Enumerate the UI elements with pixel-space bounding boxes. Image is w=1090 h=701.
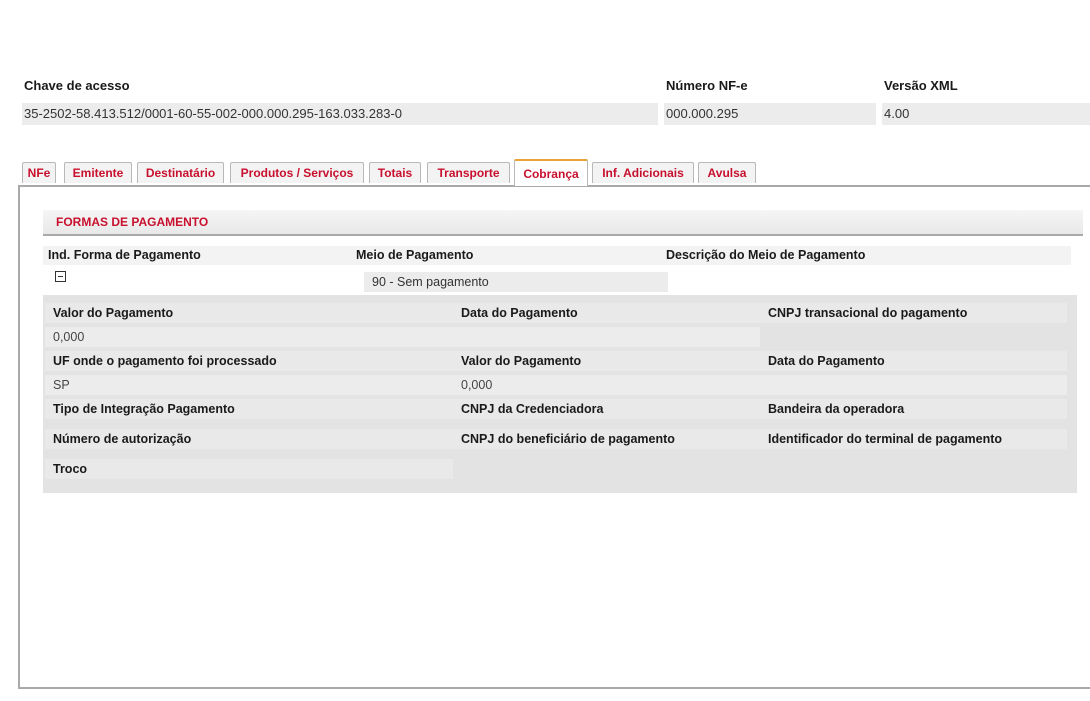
data-pagamento-2-label: Data do Pagamento (760, 351, 1067, 371)
valor-pagamento-2-label: Valor do Pagamento (453, 351, 760, 371)
tab-emitente[interactable]: Emitente (64, 162, 132, 183)
valor-pagamento-label: Valor do Pagamento (45, 303, 453, 323)
tab-destinatario[interactable]: Destinatário (137, 162, 224, 183)
uf-value: SP (45, 375, 453, 395)
data-pagamento-2-value (760, 375, 1067, 395)
tab-produtos-servicos[interactable]: Produtos / Serviços (230, 162, 364, 183)
numero-label: Número NF-e (666, 78, 748, 93)
troco-label: Troco (45, 459, 453, 479)
meio-value: 90 - Sem pagamento (364, 272, 668, 292)
tab-totais[interactable]: Totais (369, 162, 421, 183)
section-header (43, 210, 1083, 236)
chave-label: Chave de acesso (24, 78, 130, 93)
bandeira-label: Bandeira da operadora (760, 399, 1067, 419)
valor-pagamento-2-value: 0,000 (453, 375, 760, 395)
tab-cobranca[interactable]: Cobrança (514, 159, 588, 186)
tab-inf-adicionais[interactable]: Inf. Adicionais (592, 162, 694, 183)
numero-value: 000.000.295 (664, 103, 876, 125)
cnpj-beneficiario-label: CNPJ do beneficiário de pagamento (453, 429, 760, 449)
tab-avulsa[interactable]: Avulsa (698, 162, 756, 183)
chave-value: 35-2502-58.413.512/0001-60-55-002-000.000.295-163.033.283-0 (22, 103, 658, 125)
uf-label: UF onde o pagamento foi processado (45, 351, 453, 371)
tipo-integracao-label: Tipo de Integração Pagamento (45, 399, 453, 419)
autorizacao-label: Número de autorização (45, 429, 453, 449)
tab-nfe[interactable]: NFe (22, 162, 56, 183)
col-ind-forma: Ind. Forma de Pagamento (48, 248, 201, 262)
versao-value: 4.00 (882, 103, 1090, 125)
versao-label: Versão XML (884, 78, 958, 93)
data-pagamento-label: Data do Pagamento (453, 303, 760, 323)
col-descricao: Descrição do Meio de Pagamento (666, 248, 866, 262)
cnpj-credenciadora-label: CNPJ da Credenciadora (453, 399, 760, 419)
col-meio: Meio de Pagamento (356, 248, 474, 262)
data-pagamento-value (453, 327, 760, 347)
valor-pagamento-value: 0,000 (45, 327, 453, 347)
cnpj-transacional-label: CNPJ transacional do pagamento (760, 303, 1067, 323)
section-title: FORMAS DE PAGAMENTO (56, 215, 209, 229)
terminal-label: Identificador do terminal de pagamento (760, 429, 1067, 449)
minus-square-icon[interactable] (55, 271, 66, 282)
tab-transporte[interactable]: Transporte (427, 162, 510, 183)
